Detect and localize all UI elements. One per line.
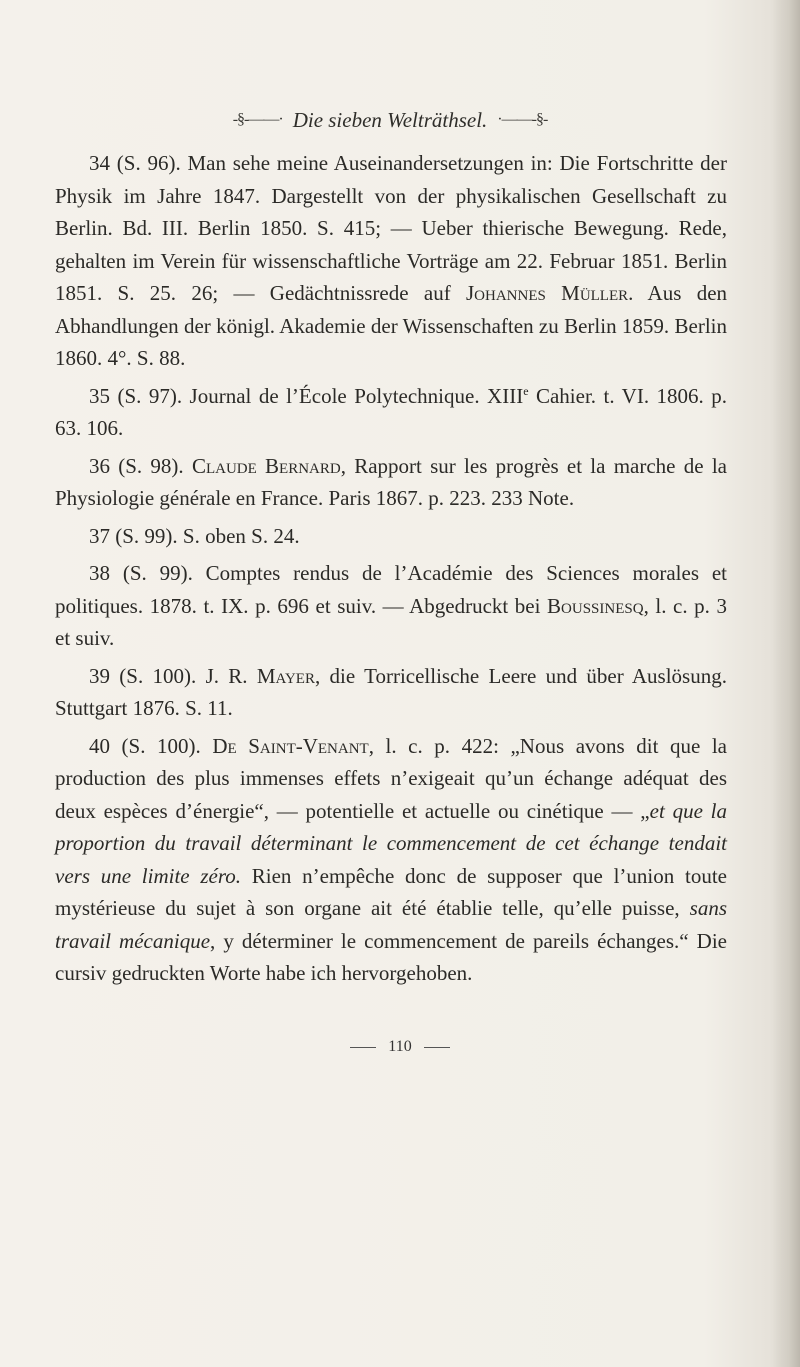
endnote-36-text-after: , Rapport sur les progrès et la marche de la Physiologie générale en France. Paris 1867. p. 223. 233 Note. — [55, 453, 727, 510]
endnote-39-text-after: , die Torricellische Leere und über Auslösung. Stuttgart 1876. S. 11. — [55, 663, 727, 720]
endnote-37-text: 37 (S. 99). S. oben S. 24. — [89, 523, 300, 548]
header-ornament-left: -§-——· — [232, 111, 283, 128]
endnote-39-text-before: 39 (S. 100). J. R. — [89, 663, 257, 688]
endnote-40-text-2: , l. c. p. 422: „Nous avons dit que la production des plus immenses effets n’exigeait qu’un échange adéquat des deux espèces d’énergie“, — potentielle et actuelle ou cinétique — „ — [55, 733, 728, 823]
running-header — [230, 104, 550, 136]
page-number: 110 — [388, 1038, 412, 1055]
endnote-34-text-before: 34 (S. 96). Man sehe meine Auseinandersetzungen in: Die Fortschritte der Physik im Jahre 1847. Dargestellt von der physikalischen Gesellschaft zu Berlin. Bd. III. Berlin 1850. S. 415; — Ueber thierische Bewegung. Rede, gehalten im Verein für wissenschaftliche Vorträge am 22. Februar 1851. Berlin 1851. S. 25. 26; — Gedächtnissrede auf — [55, 151, 727, 305]
endnote-34 — [55, 147, 727, 375]
page-edge-shadow — [772, 0, 800, 1367]
endnote-40-author: De Saint-Venant — [212, 733, 369, 758]
endnote-34-text-after: . Aus den Abhandlungen der königl. Akademie der Wissenschaften zu Berlin 1859. Berlin 1860. 4°. S. 88. — [55, 281, 728, 370]
running-title: Die sieben Welträthsel. — [292, 107, 488, 132]
endnote-40-text-4: , y déterminer le commencement de pareils échanges.“ Die cursiv gedruckten Worte habe ich hervorgehoben. — [55, 928, 727, 985]
endnote-34-author: Johannes Müller — [466, 281, 629, 305]
endnote-38-text-after: , l. c. p. 3 et suiv. — [55, 593, 727, 650]
endnote-39 — [55, 660, 727, 725]
footer-dash-right — [424, 1047, 450, 1048]
endnote-40-italic-2: sans travail mécanique — [55, 896, 727, 953]
endnote-38 — [55, 557, 727, 655]
endnote-35 — [55, 380, 727, 445]
endnote-39-author: Mayer — [256, 663, 315, 688]
page-footer — [300, 1038, 500, 1056]
endnote-36-text-before: 36 (S. 98). — [89, 453, 192, 478]
endnote-35-text-before: 35 (S. 97). Journal de l’École Polytechnique. XIII — [89, 383, 524, 408]
endnote-38-author: Boussinesq — [547, 593, 644, 618]
endnote-40 — [55, 730, 727, 990]
header-ornament-right: ·——-§- — [497, 111, 548, 128]
endnote-35-text-after: Cahier. t. VI. 1806. p. 63. 106. — [55, 383, 727, 440]
endnote-35-superscript: e — [523, 383, 529, 398]
footer-dash-left — [350, 1047, 376, 1048]
endnote-36-author: Claude Bernard — [191, 453, 341, 478]
endnotes-text — [55, 147, 727, 990]
endnote-37 — [55, 520, 727, 553]
endnote-40-italic-1: et que la proportion du travail déterminant le commencement de cet échange tendait vers une limite zéro. — [55, 798, 728, 888]
endnote-40-text-3: Rien n’empêche donc de supposer que l’union toute mystérieuse du sujet à son organe ait été établie telle, qu’elle puisse, — [55, 863, 727, 920]
endnote-38-text-before: 38 (S. 99). Comptes rendus de l’Académie des Sciences morales et politiques. 1878. t. IX. p. 696 et suiv. — Abgedruckt bei — [55, 561, 727, 618]
endnote-36 — [55, 450, 727, 515]
endnote-40-text-1: 40 (S. 100). — [89, 733, 213, 758]
